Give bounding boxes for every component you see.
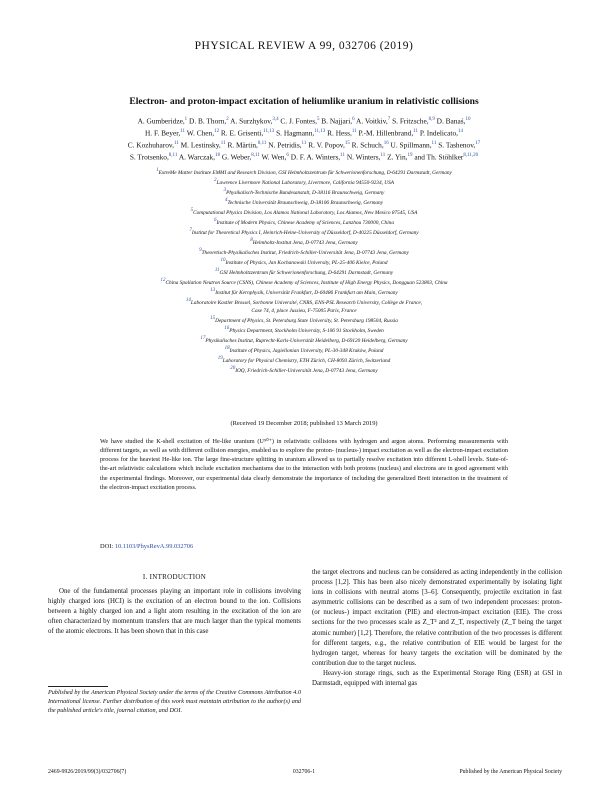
affiliation-line <box>30 325 578 335</box>
text-line: different for different targets, e.g., the relative contribution <box>312 629 563 647</box>
affiliation-marker: 3 <box>223 187 227 193</box>
affiliation-marker: 14 <box>185 297 191 303</box>
affiliation-marker: 7 <box>189 227 192 233</box>
text-line: the excitation of an electron bound to the ion. Collisions <box>134 598 301 606</box>
affiliation-line <box>30 207 578 217</box>
author-name: P.-M. Hillenbrand, <box>358 128 414 138</box>
affiliation-marker: 2 <box>214 177 217 183</box>
section-heading-introduction: I. INTRODUCTION <box>142 573 207 581</box>
author-affiliation-marker: 3,4 <box>272 117 279 122</box>
affiliation-text: Department of Physics, St. Petersburg State University, St. Petersburg 198504, Russia <box>215 317 398 324</box>
author-name: Z. Yin, <box>387 151 408 161</box>
affiliation-text: Physics Department, Stockholm University, S-106 91 Stockholm, Sweden <box>229 327 384 334</box>
text-line: contribution due to the target nucleus. <box>312 659 417 667</box>
author-name: and Th. Stöhlker <box>414 151 464 161</box>
affiliation-text: Computational Physics Division, Los Alamos National Laboratory, Los Alamos, New Mexico 87545, USA <box>193 209 418 216</box>
author-line <box>50 139 558 151</box>
affiliation-line <box>30 267 578 277</box>
author-affiliation-marker: 8,11 <box>168 152 178 158</box>
author-affiliation-marker: 14 <box>457 128 463 134</box>
author-affiliation-marker: 11 <box>173 140 179 146</box>
author-affiliation-marker: 11 <box>340 152 345 158</box>
author-name: M. Lestinsky, <box>180 140 221 150</box>
footnote-line: and the published article's title, journal citation, and DOI. <box>48 698 301 715</box>
affiliation-marker: 6 <box>214 217 217 223</box>
affiliation-text: Institute of Physics, Jagiellonian University, PL-30-348 Kraków, Poland <box>229 347 384 354</box>
intro-paragraph-1-continued <box>312 568 562 669</box>
affiliation-marker: 12 <box>160 277 166 283</box>
text-line: excitation in fast asymmetric collisions can be described as <box>312 589 562 607</box>
author-affiliation-marker: 16 <box>383 140 389 146</box>
author-name: G. Weber, <box>221 151 252 161</box>
affiliation-text: Case 74, 4, place Jussieu, F-75005 Paris, France <box>251 307 357 314</box>
author-name: A. Warczak, <box>178 151 215 161</box>
doi-line <box>100 543 193 550</box>
author-name: D. Banaś, <box>436 116 466 126</box>
author-affiliation-marker: 8,11,20 <box>463 152 479 158</box>
affiliation-marker: 5 <box>190 207 194 213</box>
doi-link[interactable]: 10.1103/PhysRevA.99.032706 <box>114 543 194 550</box>
abstract <box>100 437 508 492</box>
footnote-line: Creative Commons Attribution 4.0 International license. Further <box>48 689 302 706</box>
text-line: One of the fundamental processes playing an important <box>59 588 221 595</box>
author-name: R. Schuch, <box>351 140 384 150</box>
footnote-line: distribution of this work must maintain attribution to the author(s) <box>123 698 290 706</box>
author-affiliation-marker: 8,11 <box>257 140 267 146</box>
affiliation-marker: 13 <box>210 287 216 293</box>
affiliation-marker: 11 <box>214 267 220 273</box>
author-name: N. Winters, <box>346 151 381 161</box>
affiliation-text: Institut für Kernphysik, Universität Frankfurt, D-60486 Frankfurt am Main, Germany <box>215 289 398 296</box>
affiliation-text: Technische Universität Braunschweig, D-38106 Braunschweig, Germany <box>227 199 384 206</box>
author-name: R. Hess, <box>327 128 352 138</box>
affiliation-line <box>30 187 578 197</box>
affiliation-marker: 19 <box>217 355 223 361</box>
article-title: Electron- and proton-impact excitation of heliumlike uranium in relativistic collisions <box>129 96 479 107</box>
affiliation-text: China Spallation Neutron Source (CSNS), Chinese Academy of Sciences, Institute of High Energy Physics, Dongguan 523803, China <box>165 279 448 286</box>
text-line: independently in the collision process [1,2]. This has been also <box>312 569 562 587</box>
affiliation-text: Theoretisch-Physikalisches Institut, Friedrich-Schiller-Universität Jena, D-07743 Jena, Germany <box>201 249 409 256</box>
affiliation-marker: 9 <box>199 247 202 253</box>
author-name: H. F. Beyer, <box>145 128 181 138</box>
author-name: R. E. Grisenti, <box>220 128 264 138</box>
abstract-line: interaction in the treatment of the electron-impact excitation process. <box>100 474 509 491</box>
affiliation-text: Laboratory for Physical Chemistry, ETH Zürich, CH-8093 Zürich, Switzerland <box>222 357 391 364</box>
text-line: excitation of the ion are often characterized by momentum <box>48 608 302 626</box>
author-affiliation-marker: 11 <box>180 128 186 134</box>
affiliation-text: GSI Helmholtzzentrum für Schwerionenforschung, D-64291 Darmstadt, Germany <box>219 269 394 276</box>
affiliation-text: Helmholtz-Institut Jena, D-07743 Jena, Germany <box>252 239 358 246</box>
license-footnote <box>48 688 301 716</box>
affiliation-marker: 15 <box>210 315 216 321</box>
author-name: C. J. Fontes, <box>280 116 317 126</box>
author-affiliation-marker: 11 <box>380 152 386 158</box>
received-dates: (Received 19 December 2018; published 13 March 2019) <box>230 420 378 427</box>
affiliation-line <box>30 307 578 315</box>
author-name: D. B. Thorn, <box>189 116 227 126</box>
text-line: nicely demonstrated experimentally by isolating light ions in <box>312 579 563 597</box>
author-name: A. Surzhykov, <box>230 116 273 126</box>
author-line <box>50 127 558 139</box>
author-affiliation-marker: 2 <box>226 117 229 122</box>
author-affiliation-marker: 11 <box>220 140 226 146</box>
affiliation-marker: 1 <box>156 168 159 173</box>
author-affiliation-marker: 11,13 <box>314 128 326 134</box>
affiliation-marker: 16 <box>224 325 230 331</box>
affiliation-text: Institut for Theoretical Physics I, Heinrich-Heine-University of Düsseldorf, D-40225 Düsseldorf, Germany <box>191 229 419 236</box>
text-line: Heavy-ion storage rings, such as the Experimental Storage <box>323 669 495 677</box>
author-affiliation-marker: 15 <box>344 140 350 146</box>
affiliation-marker: 10 <box>220 257 226 263</box>
abstract-line: into different L-shell levels. State-of-the-art relativistic calculations which include excitation mechanisms due <box>100 456 508 473</box>
text-line: The cross sections for the two processes scale as Z_T² and <box>312 609 563 627</box>
author-line <box>50 151 558 163</box>
author-affiliation-marker: 11 <box>301 140 307 146</box>
author-list <box>50 115 558 162</box>
abstract-line: We have studied the K-shell excitation of He-like uranium (U⁹⁰⁺) in relativistic collisions with hydrogen <box>100 438 378 445</box>
text-line: role in collisions involving highly charged ions (HCI) is <box>48 588 301 606</box>
footer-publisher: Published by the American Physical Society <box>459 769 562 775</box>
author-name: N. Petridis, <box>268 140 302 150</box>
affiliation-marker: 18 <box>224 345 230 351</box>
affiliation-text: ExtreMe Matter Institute EMMI and Research Division, GSI Helmholtzzentrum für Schwerionenforschung, D-64291 Darmstadt, Germany <box>158 169 452 176</box>
author-name: W. Chen, <box>186 128 215 138</box>
author-affiliation-marker: 6 <box>352 117 355 122</box>
intro-paragraph-2 <box>312 669 562 689</box>
text-line: for heavy targets the excitation will be dominated by the <box>388 649 562 657</box>
affiliation-line <box>30 365 578 375</box>
affiliation-line <box>30 277 578 287</box>
footnote-divider <box>48 686 108 687</box>
text-line: transfers that are much larger than the typical moments of <box>48 618 301 636</box>
author-affiliation-marker: 11 <box>431 140 437 146</box>
author-affiliation-marker: 8,9 <box>428 117 435 122</box>
footer-issn: 2469-9926/2019/99(3)/032706(7) <box>48 769 127 775</box>
author-affiliation-marker: 11 <box>351 128 357 134</box>
author-affiliation-marker: 19 <box>407 152 413 158</box>
affiliation-text: Institute of Modern Physics, Chinese Academy of Sciences, Lanzhou 730000, China <box>216 219 394 226</box>
affiliation-line <box>30 227 578 237</box>
affiliation-line <box>30 315 578 325</box>
author-name: R. Märtin, <box>227 140 258 150</box>
affiliation-line <box>30 177 578 187</box>
footer-page-number: 032706-1 <box>292 769 316 775</box>
author-affiliation-marker: 6 <box>286 152 289 158</box>
author-name: U. Spillmann, <box>390 140 432 150</box>
author-name: A. Gumberidze, <box>137 116 185 126</box>
affiliation-line <box>30 167 578 177</box>
journal-header: PHYSICAL REVIEW A 99, 032706 (2019) <box>194 40 414 52</box>
affiliation-line <box>30 197 578 207</box>
text-line: between a highly charged ion and a light atom resulting in the <box>48 608 229 616</box>
text-line: of EIE would be largest for the hydrogen target, whereas <box>312 639 562 657</box>
abstract-line: to the interaction with both protons (nucleus) and electrons are in good agreement with the experimental <box>100 465 508 482</box>
affiliation-marker: 4 <box>224 197 228 203</box>
intro-paragraph-1 <box>48 587 301 637</box>
abstract-line: findings. Moreover, our experimental data clearly demonstrate the importance of including the generalized Breit <box>144 474 431 482</box>
author-affiliation-marker: 8,11 <box>251 152 260 158</box>
author-affiliation-marker: 5 <box>316 117 320 122</box>
affiliation-text: Lawrence Livermore National Laboratory, Livermore, California 94550-9234, USA <box>216 179 394 186</box>
text-line: Z_T, respectively (Z_T being the target atomic number) [1,2]. <box>312 619 562 637</box>
text-line: Therefore, the relative contribution of the two processes is <box>374 629 537 637</box>
author-name: S. Fritzsche, <box>392 116 429 126</box>
author-name: A. Voitkiv, <box>356 116 388 126</box>
text-line: a sum of two independent processes: proton- (or nucleus-) <box>312 599 562 617</box>
affiliation-text: Physikalisch-Technische Bundesanstalt, D-38116 Braunschweig, Germany <box>226 189 385 196</box>
affiliation-line <box>30 237 578 247</box>
text-line: the target electrons and nucleus can be considered as acting <box>312 569 478 576</box>
author-name: S. Hagmann, <box>276 128 315 138</box>
affiliation-marker: 8 <box>250 237 253 243</box>
author-affiliation-marker: 11,13 <box>263 128 275 134</box>
author-name: C. Kozhuharov, <box>127 140 174 150</box>
author-affiliation-marker: 18 <box>215 152 220 158</box>
affiliation-line <box>30 335 578 345</box>
affiliation-text: Laboratoire Kastler Brossel, Sorbonne Université, CNRS, ENS-PSL Research University, Collège de France, <box>190 299 423 306</box>
author-affiliation-marker: 17 <box>475 140 481 146</box>
affiliation-list <box>30 167 578 375</box>
author-affiliation-marker: 7 <box>387 117 391 122</box>
doi-label: DOI: <box>100 543 114 550</box>
affiliation-text: IOQ, Friedrich-Schiller-Universität Jena, D-07743 Jena, Germany <box>235 367 378 374</box>
author-affiliation-marker: 1 <box>184 117 188 122</box>
author-line <box>50 115 558 127</box>
affiliation-marker: 20 <box>230 365 236 371</box>
abstract-line: for the heaviest He-like ion. The large fine-structure splitting in uranium allowed us to partially resolve excitation <box>120 456 412 464</box>
text-line: Ring (ESR) at GSI in Darmstadt, equipped with internal gas <box>312 669 562 688</box>
affiliation-line <box>30 247 578 257</box>
affiliation-line <box>30 257 578 267</box>
affiliation-line <box>30 355 578 365</box>
affiliation-line <box>30 217 578 227</box>
intro-left-column <box>48 587 301 637</box>
text-line: collisions with neutral atoms [3–6]. Consequently, projectile <box>335 589 511 597</box>
affiliation-line <box>30 287 578 297</box>
author-affiliation-marker: 12 <box>214 128 220 134</box>
author-name: S. Trotsenko, <box>129 151 169 161</box>
author-name: R. V. Popov, <box>308 140 345 150</box>
text-line: the atomic electrons. It has been shown that in this case <box>55 628 209 636</box>
author-name: P. Indelicato, <box>419 128 458 138</box>
abstract-line: and argon atoms. Performing measurements with different targets, as well as with different collision energies, <box>100 438 509 455</box>
affiliation-text: Institute of Physics, Jan Kochanowski University, PL-25-406 Kielce, Poland <box>225 259 388 266</box>
author-affiliation-marker: 11 <box>413 128 418 134</box>
affiliation-line <box>30 297 578 307</box>
affiliation-text: Physikalisches Institut, Ruprecht-Karls-Universität Heidelberg, D-69120 Heidelberg, Germany <box>205 337 408 344</box>
author-name: W. Wen, <box>261 151 287 161</box>
affiliation-marker: 17 <box>200 335 206 341</box>
author-name: S. Tashenov, <box>438 140 476 150</box>
affiliation-line <box>30 345 578 355</box>
text-line: impact excitation (PIE) and electron-impact excitation (EIE). <box>352 609 531 617</box>
footnote-line: Published by the American Physical Society under the terms of the <box>48 689 214 696</box>
intro-right-column <box>312 568 562 689</box>
author-affiliation-marker: 10 <box>465 117 471 122</box>
author-name: D. F. A. Winters, <box>290 151 341 161</box>
abstract-line: enabled us to explore the proton- (nucleus-) impact excitation as well as the electron-impact excitation process <box>100 447 509 464</box>
author-name: B. Najjari, <box>321 116 353 126</box>
